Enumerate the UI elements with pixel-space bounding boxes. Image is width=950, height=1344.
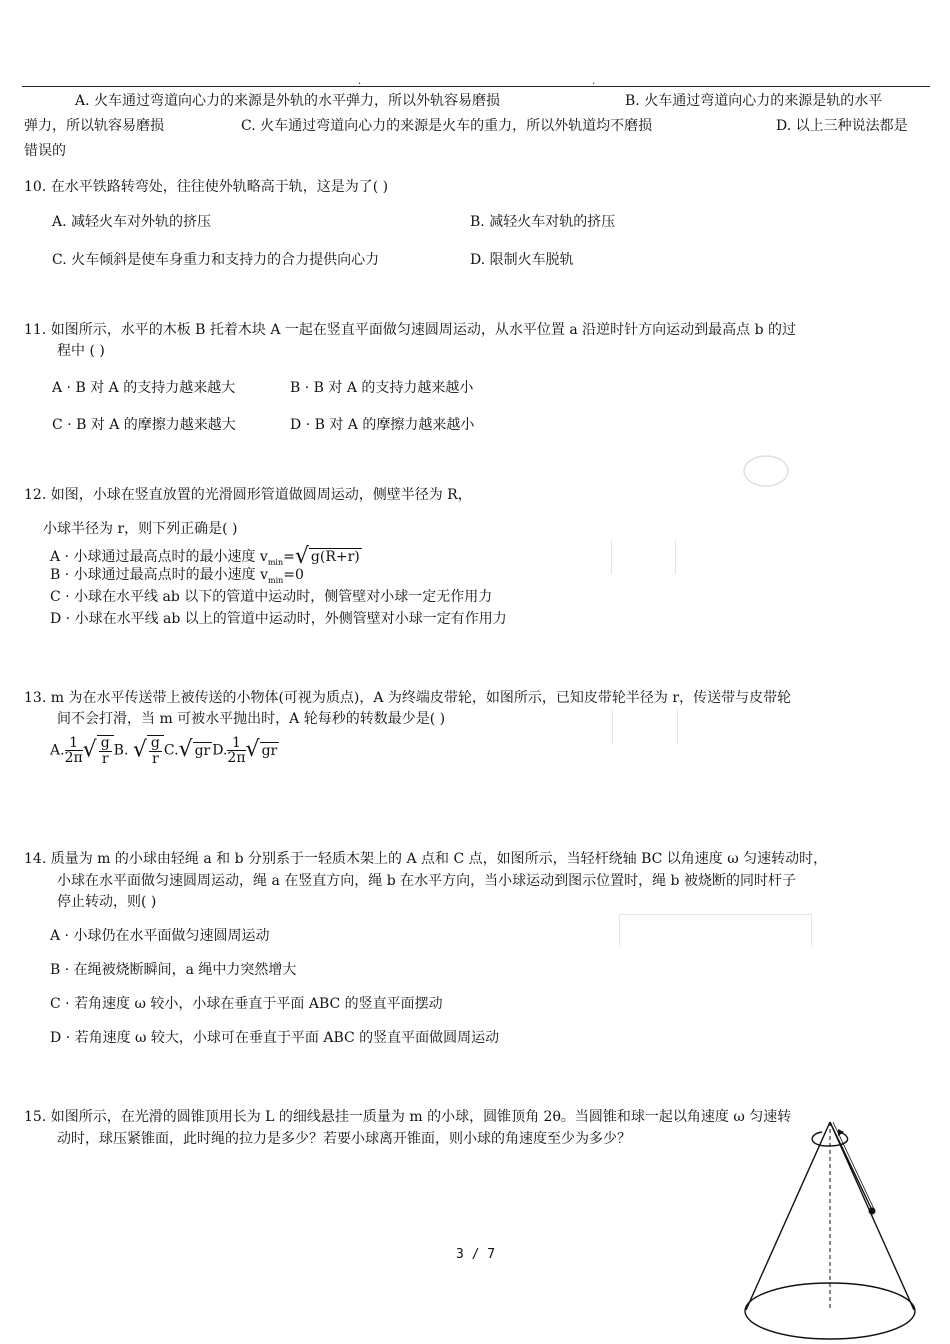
radicand: g(R+r) [310, 549, 360, 566]
q15-stem: 15. 如图所示，在光滑的圆锥顶用长为 L 的细线悬挂一质量为 m 的小球，圆锥顶角 2θ。当圆锥和球一起以角速度 ω 匀速转 [24, 1109, 792, 1125]
q14-option-b: B · 在绳被烧断瞬间，a 绳中力突然增大 [50, 962, 297, 978]
sqrt-g-over-r: √ $\frac{g}{r}$ [133, 735, 164, 766]
q11-option-c: C · B 对 A 的摩擦力越来越大 [52, 417, 236, 433]
q9-option-c: C. 火车通过弯道向心力的来源是火车的重力，所以外轨道均不磨损 [241, 118, 653, 134]
q15-stem-cont: 动时，球压紧锥面，此时绳的拉力是多少？若要小球离开锥面，则小球的角速度至少为多少？ [57, 1131, 631, 1147]
q14-stem-cont2: 停止转动，则( ) [57, 894, 157, 910]
q12-option-b [50, 567, 304, 586]
q14-option-a: A · 小球仍在水平面做匀速圆周运动 [50, 928, 270, 944]
denominator: r [101, 750, 109, 767]
numerator: 1 [227, 736, 245, 752]
numerator: g [150, 735, 160, 751]
q9-option-d: D. 以上三种说法都是 [776, 118, 908, 134]
q13-option-d-label: D. [212, 742, 228, 759]
q14-option-c: C · 若角速度 ω 较小，小球在垂直于平面 ABC 的竖直平面摆动 [50, 996, 443, 1012]
q12-stem: 12. 如图，小球在竖直放置的光滑圆形管道做圆周运动，侧壁半径为 R， [24, 487, 472, 503]
string-edge [833, 1122, 874, 1209]
sqrt-expression: √ g(R+r) [294, 544, 360, 569]
q11-option-b: B · B 对 A 的支持力越来越小 [290, 380, 474, 396]
string [830, 1122, 872, 1210]
faint-figure-frame [611, 540, 676, 574]
denominator: 2π [227, 750, 246, 767]
q11-option-a: A · B 对 A 的支持力越来越大 [52, 380, 236, 396]
numerator: g [100, 735, 110, 751]
q10-option-d: D. 限制火车脱轨 [470, 252, 574, 268]
q14-option-d: D · 若角速度 ω 较大，小球可在垂直于平面 ABC 的竖直平面做圆周运动 [50, 1030, 500, 1046]
q10-stem: 10. 在水平铁路转弯处，往往使外轨略高于轨，这是为了( ) [24, 179, 389, 195]
q14-stem-cont: 小球在水平面做匀速圆周运动，绳 a 在竖直方向，绳 b 在水平方向，当小球运动到图示位置时，绳 b 被烧断的同时杆子 [57, 873, 796, 889]
q14-stem: 14. 质量为 m 的小球由轻绳 a 和 b 分别系于一轻质木架上的 A 点和 C 点，如图所示，当轻杆绕轴 BC 以角速度 ω 匀速转动时， [24, 851, 828, 867]
fraction-one-over-two-pi [227, 736, 245, 766]
cone-side-right [830, 1122, 914, 1310]
page-number: 3 / 7 [456, 1247, 496, 1262]
q11-stem-cont: 程中 ( ) [57, 343, 105, 359]
q13-option-a-label: A. [50, 742, 65, 759]
q13-options [50, 735, 279, 766]
denominator: r [152, 750, 159, 767]
q13-stem-cont: 间不会打滑，当 m 可被水平抛出时，A 轮每秒的转数最少是( ) [57, 711, 446, 727]
numerator: 1 [65, 736, 83, 752]
faint-figure-frame [619, 914, 812, 947]
faint-figure-ellipse [740, 452, 792, 490]
v-min-subscript: min [268, 576, 284, 585]
q9-option-b: B. 火车通过弯道向心力的来源是轨的水平 [625, 93, 883, 109]
q13-option-b-label: B. [113, 742, 129, 759]
q12-option-a-text: A · 小球通过最高点时的最小速度 v [50, 549, 268, 566]
equals-sign: = [283, 549, 295, 566]
q13-option-c-label: C. [163, 742, 179, 759]
radicand: gr [261, 742, 278, 759]
v-min-subscript: min [267, 558, 284, 568]
sqrt-gr: √ gr [178, 737, 211, 763]
header-rule [22, 86, 930, 87]
q12-option-c: C · 小球在水平线 ab 以下的管道中运动时，侧管壁对小球一定无作用力 [50, 589, 493, 605]
denominator: 2π [64, 750, 83, 767]
cone-figure [736, 1112, 936, 1344]
q9-option-b-cont: 弹力，所以轨容易磨损 [24, 118, 164, 134]
equals-zero: =0 [283, 567, 304, 583]
cone-side-left [746, 1122, 830, 1310]
q10-option-a: A. 减轻火车对外轨的挤压 [52, 214, 212, 230]
q12-stem-cont: 小球半径为 r，则下列正确是( ) [43, 521, 238, 537]
q9-option-a: A. 火车通过弯道向心力的来源是外轨的水平弹力，所以外轨容易磨损 [75, 93, 501, 109]
q10-option-b: B. 减轻火车对轨的挤压 [470, 214, 616, 230]
fraction-one-over-two-pi [65, 736, 83, 766]
sqrt-gr: √ gr [245, 737, 278, 763]
header-dot: . [358, 76, 362, 87]
header-dot: . [592, 76, 596, 87]
q9-option-d-cont: 错误的 [24, 143, 66, 159]
faint-figure-frame [612, 709, 678, 745]
q12-option-d: D · 小球在水平线 ab 以上的管道中运动时，外侧管壁对小球一定有作用力 [50, 611, 507, 627]
q12-option-b-text: B · 小球通过最高点时的最小速度 v [50, 567, 268, 583]
q11-option-d: D · B 对 A 的摩擦力越来越小 [290, 417, 475, 433]
q10-option-c: C. 火车倾斜是使车身重力和支持力的合力提供向心力 [52, 252, 380, 268]
q11-stem: 11. 如图所示，水平的木板 B 托着木块 A 一起在竖直平面做匀速圆周运动，从水平位置 a 沿逆时针方向运动到最高点 b 的过 [24, 322, 797, 338]
sqrt-g-over-r: √ $\frac{g}{r}$ [83, 735, 114, 766]
radicand: gr [194, 742, 211, 759]
ball [869, 1208, 876, 1215]
q13-stem: 13. m 为在水平传送带上被传送的小物体(可视为质点)，A 为终端皮带轮，如图所示，已知皮带轮半径为 r，传送带与皮带轮 [24, 690, 792, 706]
